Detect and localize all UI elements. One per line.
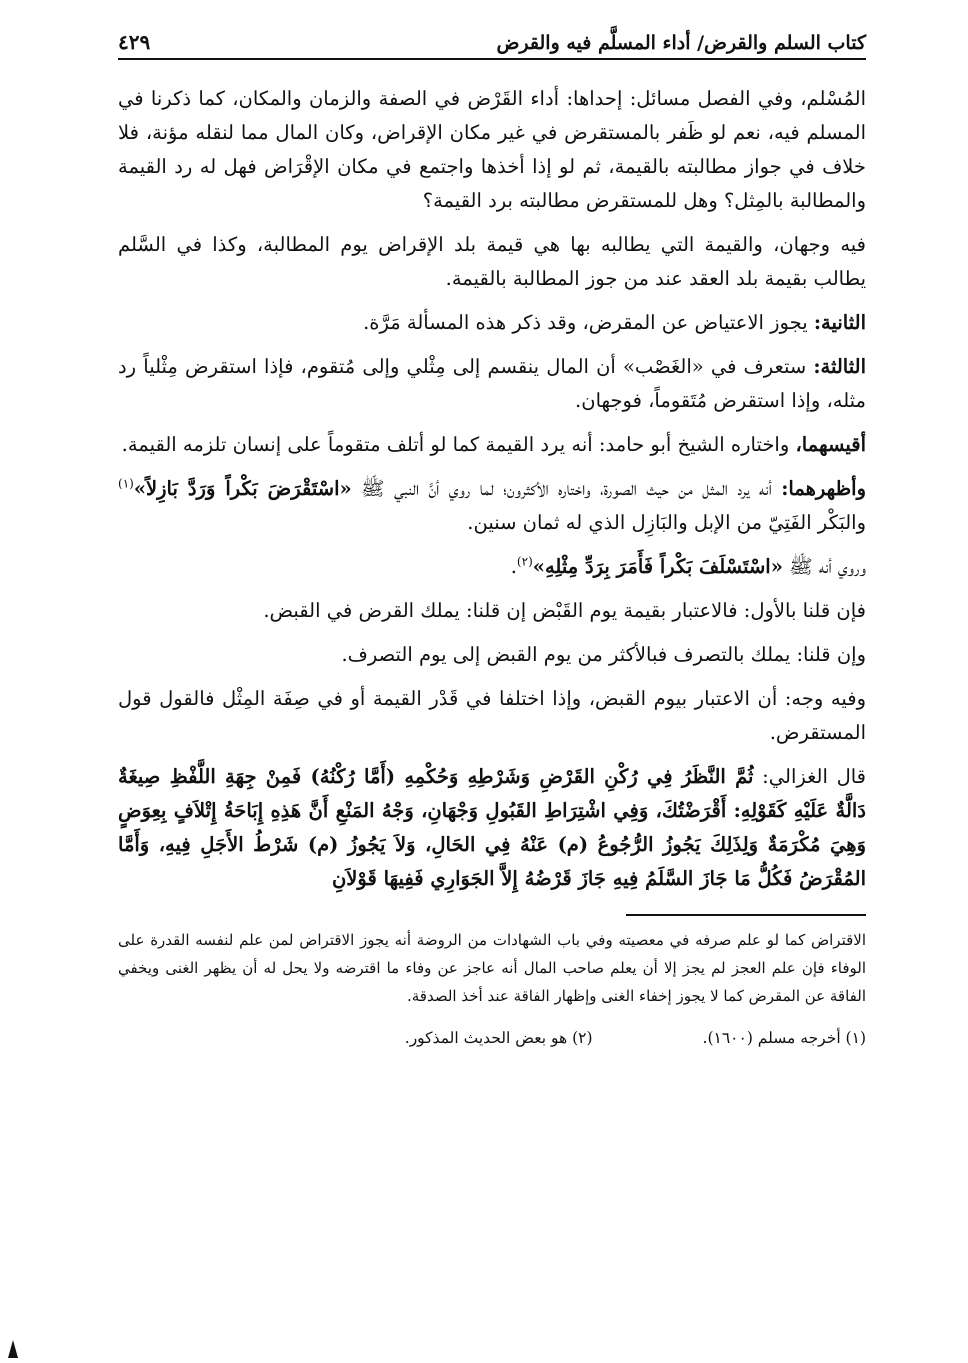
footnote-ref: (١) xyxy=(118,476,134,491)
paragraph-lead: الثانية: xyxy=(813,311,866,334)
paragraph xyxy=(118,306,866,340)
footnote-ref: (٢) xyxy=(516,554,533,569)
scan-corner-mark xyxy=(8,1340,18,1358)
paragraph: فإن قلنا بالأول: فالاعتبار بقيمة يوم القَبْض إن قلنا: يملك القرض في القبض. xyxy=(263,599,866,622)
footnote-divider xyxy=(626,914,866,916)
matn-text: ثُمَّ النَّظَرُ فِي رُكْنِ القَرْضِ وَشَرْطِهِ وَحُكْمِهِ (أَمَّا رُكْنُهُ) فَمِنْ جِهَةِ اللَّفْظِ صِيغَةٌ دَالَّةٌ عَلَيْهِ كَقَوْلِهِ: أَقْرَضْتُكَ، وَفِي اشْتِرَاطِ القَبُولِ وَجْهَانِ، وَجْهُ المَنْعِ أَنَّ هَذِهِ إِبَاحَةُ إِتْلاَفٍ بِعِوَضٍ وَهِيَ مُكْرَمَةٌ وَلِذَلِكَ يَجُوزُ الرُّجُوعُ (م) عَنْهُ فِي الحَالِ، وَلاَ يَجُوزُ (م) شَرْطُ الأَجَلِ فِيهِ، وَأَمَّا المُقْرَضُ فَكُلُّ مَا جَازَ السَّلَمُ فِيهِ جَازَ قَرْضُهُ إِلاَّ الجَوَارِي فَفِيهَا قَوْلاَنِ xyxy=(118,765,866,890)
paragraph-text: قال الغزالي: xyxy=(753,765,866,788)
paragraph xyxy=(118,350,866,418)
book-page xyxy=(118,30,866,1052)
paragraph-text: أنه يرد المثل من حيث الصورة، واختاره الأكثرون؛ لما روي أنَّ النبي ﷺ xyxy=(351,477,782,500)
paragraph: وفيه وجه: أن الاعتبار بيوم القبض، وإذا اختلفا في قَدْر القيمة أو في صِفَة المِثْل فالقول قول المستقرض. xyxy=(118,687,866,744)
paragraph-text: يجوز الاعتياض عن المقرض، وقد ذكر هذه المسألة مَرَّة. xyxy=(363,311,814,334)
running-header xyxy=(118,30,866,60)
paragraph: وإن قلنا: يملك بالتصرف فبالأكثر من يوم القبض إلى يوم التصرف. xyxy=(341,643,866,666)
footnote-1: (١) أخرجه مسلم (١٦٠٠). xyxy=(702,1029,866,1047)
paragraph xyxy=(118,472,866,540)
footnote-list xyxy=(118,1024,866,1052)
paragraph-lead: وأظهرهما: xyxy=(781,477,866,500)
paragraph-text: . xyxy=(510,555,517,578)
paragraph-lead: أقيسهما، xyxy=(795,433,866,456)
paragraph: فيه وجهان، والقيمة التي يطالبه بها هي قيمة بلد الإقراض يوم المطالبة، وكذا في السَّلم يطالب بقيمة بلد العقد عند من جوز المطالبة بالقيمة. xyxy=(118,233,866,290)
paragraph-text: وروي أنه ﷺ xyxy=(782,555,866,578)
paragraph xyxy=(118,550,866,584)
page-number: ٤٢٩ xyxy=(118,30,151,54)
hadith-quote: «اسْتَسْلَفَ بَكْراً فَأَمَرَ بِرَدِّ مِثْلِهِ» xyxy=(532,555,783,578)
paragraph xyxy=(118,428,866,462)
footnotes xyxy=(118,926,866,1052)
paragraph: المُسْلم، وفي الفصل مسائل: إحداها: أداء القَرْض في الصفة والزمان والمكان، كما ذكرنا في المسلم فيه، نعم لو ظَفر بالمستقرض في غير مكان الإقراض، وكان المال مما لنقله مؤنة، فلا خلاف في جواز مطالبته بالقيمة، ثم لو إذا أخذها واجتمع في مكان الإقْرَاض فهل له رد القيمة والمطالبة بالمِثل؟ وهل للمستقرض مطالبته برد القيمة؟ xyxy=(118,87,866,212)
footnote-2: (٢) هو بعض الحديث المذكور. xyxy=(404,1029,593,1047)
paragraph-lead: الثالثة: xyxy=(813,355,866,378)
paragraph-text: والبَكْر الفَتِيّ من الإبل والبَازِل الذي له ثمان سنين. xyxy=(467,511,866,534)
header-title: كتاب السلم والقرض/ أداء المسلَّم فيه والقرض xyxy=(496,32,866,54)
paragraph xyxy=(118,760,866,896)
paragraph-text: ستعرف في «الغَصْب» أن المال ينقسم إلى مِثْلي وإلى مُتقوم، فإذا استقرض مِثْلياً رد مثله، وإذا استقرض مُتَقوماً، فوجهان. xyxy=(118,355,866,412)
main-text xyxy=(118,82,866,896)
hadith-quote: «اسْتَقْرَضَ بَكْراً وَرَدَّ بَازِلاً» xyxy=(133,477,352,500)
paragraph-text: واختاره الشيخ أبو حامد: أنه يرد القيمة كما لو أتلف متقوماً على إنسان تلزمه القيمة. xyxy=(121,433,796,456)
footnote-continuation: الاقتراض كما لو علم صرفه في معصيته وفي باب الشهادات من الروضة أنه يجوز الاقتراض لمن علم لنفسه القدرة على الوفاء فإن علم العجز لم يجز إلا أن يعلم صاحب المال أنه عاجز عن وفاء ما اقترضه ولا يحل له أن يظهر الغنى ويخفي الفاقة عن المقرض كما لا يجوز إخفاء الغنى وإظهار الفاقة عند أخذ الصدقة. xyxy=(118,931,866,1005)
